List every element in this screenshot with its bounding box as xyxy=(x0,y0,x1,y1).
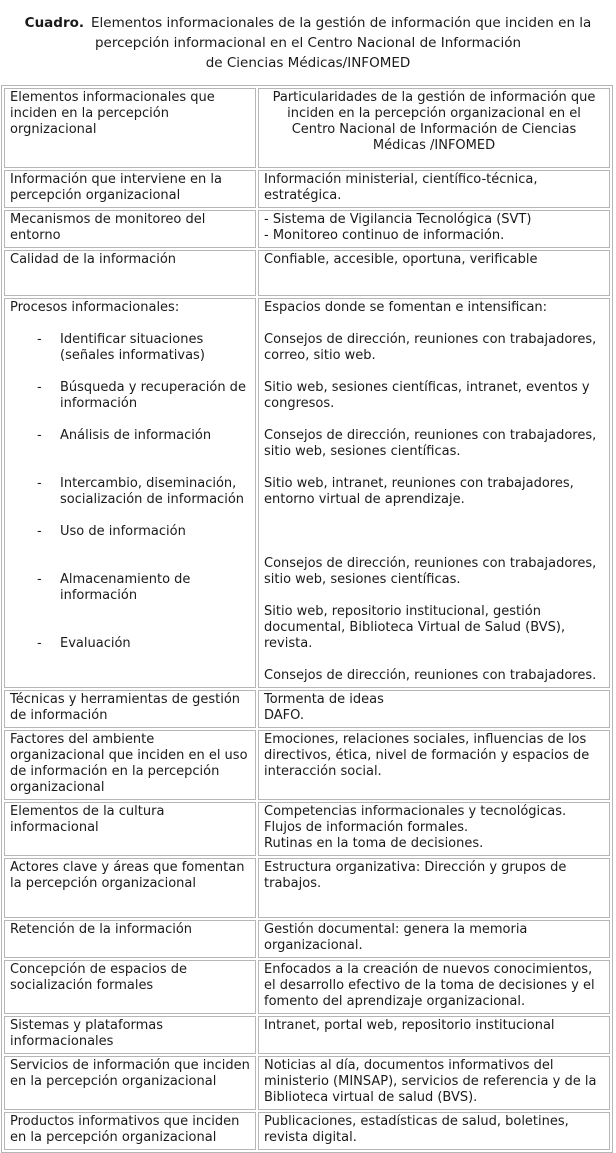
list-item-label: Uso de información xyxy=(60,524,186,539)
cell-text: Noticias al día, documentos informativos del ministerio (MINSAP), servicios de referencia y de la Biblioteca virtual de salud (BVS). xyxy=(264,1058,597,1105)
cell-text: - Monitoreo continuo de información. xyxy=(264,228,505,243)
list-item-label: Búsqueda y recuperación de información xyxy=(60,380,246,411)
caption-line xyxy=(10,13,606,33)
cell-text: Sitio web, sesiones científicas, intranet, eventos y congresos. xyxy=(264,380,590,411)
cell-text: Consejos de dirección, reuniones con trabajadores. xyxy=(264,668,597,683)
cell-text: Flujos de información formales. xyxy=(264,820,469,835)
cell-text: Intranet, portal web, repositorio institucional xyxy=(264,1018,555,1033)
cell-left xyxy=(4,210,256,248)
list-item xyxy=(10,476,250,508)
list-item-label: Evaluación xyxy=(60,636,131,651)
cell-text: Información ministerial, científico-técnica, estratégica. xyxy=(264,172,538,203)
cell-left xyxy=(4,802,256,856)
table-row xyxy=(4,1112,610,1150)
cell-text: DAFO. xyxy=(264,708,304,723)
caption-line: de Ciencias Médicas/INFOMED xyxy=(205,55,411,71)
table-row xyxy=(4,1016,610,1054)
table-row xyxy=(4,1056,610,1110)
cell-text: Información que interviene en la percepción organizacional xyxy=(10,172,222,203)
cell-text: Particularidades de la gestión de información que inciden en la percepción organizacional en el Centro Nacional de Información de Ciencias Médicas /INFOMED xyxy=(272,90,596,153)
cell-text: Servicios de información que inciden en la percepción organizacional xyxy=(10,1058,250,1089)
cell-left xyxy=(4,170,256,208)
cell-text: Consejos de dirección, reuniones con trabajadores, sitio web, sesiones científicas. xyxy=(264,428,597,459)
cell-text: Enfocados a la creación de nuevos conocimientos, el desarrollo efectivo de la toma de decisiones y el fomento del aprendizaje organizacional. xyxy=(264,962,595,1009)
cell-left xyxy=(4,730,256,800)
table-row xyxy=(4,960,610,1014)
dash-bullet-icon: - xyxy=(37,572,42,587)
cell-right xyxy=(258,1056,610,1110)
table-caption xyxy=(10,13,606,73)
caption-line: percepción informacional en el Centro Nacional de Información xyxy=(94,35,522,51)
cell-text: Actores clave y áreas que fomentan la percepción organizacional xyxy=(10,860,245,891)
cell-right xyxy=(258,170,610,208)
dash-bullet-icon: - xyxy=(37,428,42,443)
list-item xyxy=(10,572,250,604)
caption-label: Cuadro. xyxy=(24,15,85,31)
info-table xyxy=(1,85,613,1153)
header-row xyxy=(4,88,610,168)
cell-left xyxy=(4,1056,256,1110)
table-row xyxy=(4,858,610,918)
cell-text: Calidad de la información xyxy=(10,252,177,267)
dash-bullet-icon: - xyxy=(37,636,42,651)
cell-text: - Sistema de Vigilancia Tecnológica (SVT) xyxy=(264,212,532,227)
table-row xyxy=(4,920,610,958)
cell-text: Productos informativos que inciden en la percepción organizacional xyxy=(10,1114,240,1145)
cell-text: Confiable, accesible, oportuna, verificable xyxy=(264,252,538,267)
list-item xyxy=(10,380,250,412)
cell-text: Concepción de espacios de socialización formales xyxy=(10,962,187,993)
cell-right xyxy=(258,210,610,248)
list-item-label: Análisis de información xyxy=(60,428,212,443)
cell-right xyxy=(258,690,610,728)
dash-bullet-icon: - xyxy=(37,476,42,491)
cell-text: Técnicas y herramientas de gestión de información xyxy=(10,692,241,723)
table-row xyxy=(4,250,610,296)
cell-right xyxy=(258,250,610,296)
cell-text: Sistemas y plataformas informacionales xyxy=(10,1018,164,1049)
cell-left xyxy=(4,858,256,918)
list-item-label: Intercambio, diseminación, socialización de información xyxy=(60,476,245,507)
table-row xyxy=(4,730,610,800)
cell-right xyxy=(258,1016,610,1054)
table-row xyxy=(4,210,610,248)
cell-left xyxy=(4,960,256,1014)
table-row xyxy=(4,298,610,688)
cell-text: Elementos informacionales que inciden en la percepción orgnizacional xyxy=(10,90,215,137)
cell-left xyxy=(4,298,256,688)
list-item xyxy=(10,332,250,364)
list-item xyxy=(10,524,250,540)
cell-left xyxy=(4,1016,256,1054)
cell-text: Sitio web, intranet, reuniones con trabajadores, entorno virtual de aprendizaje. xyxy=(264,476,574,507)
cell-right xyxy=(258,802,610,856)
cell-left xyxy=(4,250,256,296)
cell-right xyxy=(258,298,610,688)
cell-text: Consejos de dirección, reuniones con trabajadores, correo, sitio web. xyxy=(264,332,597,363)
cell-right xyxy=(258,858,610,918)
cell-text: Consejos de dirección, reuniones con trabajadores, sitio web, sesiones científicas. xyxy=(264,556,597,587)
table-row xyxy=(4,690,610,728)
caption-text: Elementos informacionales de la gestión de información que inciden en la xyxy=(91,15,592,31)
cell-left xyxy=(4,920,256,958)
list-item xyxy=(10,428,250,444)
list-item-label: Identificar situaciones (señales informativas) xyxy=(60,332,205,363)
dash-bullet-icon: - xyxy=(37,380,42,395)
header-cell-right xyxy=(258,88,610,168)
cell-text: Estructura organizativa: Dirección y grupos de trabajos. xyxy=(264,860,567,891)
cell-text: Competencias informacionales y tecnológicas. xyxy=(264,804,567,819)
cell-text: Retención de la información xyxy=(10,922,193,937)
list-item-label: Almacenamiento de información xyxy=(60,572,191,603)
cell-text: Tormenta de ideas xyxy=(264,692,384,707)
info-table-body xyxy=(4,88,610,1150)
list-item xyxy=(10,636,250,652)
cell-text: Rutinas en la toma de decisiones. xyxy=(264,836,484,851)
cell-left xyxy=(4,1112,256,1150)
table-row xyxy=(4,170,610,208)
cell-right xyxy=(258,960,610,1014)
dash-bullet-icon: - xyxy=(37,332,42,347)
cell-text: Mecanismos de monitoreo del entorno xyxy=(10,212,206,243)
cell-text: Emociones, relaciones sociales, influencias de los directivos, ética, nivel de formación y espacios de interacción social. xyxy=(264,732,590,779)
dash-bullet-icon: - xyxy=(37,524,42,539)
cell-right xyxy=(258,730,610,800)
header-cell-left xyxy=(4,88,256,168)
cell-text: Publicaciones, estadísticas de salud, boletines, revista digital. xyxy=(264,1114,569,1145)
cell-text: Espacios donde se fomentan e intensifican: xyxy=(264,300,548,315)
cell-text: Factores del ambiente organizacional que inciden en el uso de información en la percepción organizacional xyxy=(10,732,248,795)
cell-left xyxy=(4,690,256,728)
cell-right xyxy=(258,1112,610,1150)
cell-text: Elementos de la cultura informacional xyxy=(10,804,165,835)
cell-right xyxy=(258,920,610,958)
table-row xyxy=(4,802,610,856)
cell-text: Sitio web, repositorio institucional, gestión documental, Biblioteca Virtual de Salud (BVS), revista. xyxy=(264,604,566,651)
cell-text: Gestión documental: genera la memoria organizacional. xyxy=(264,922,528,953)
cell-text: Procesos informacionales: xyxy=(10,300,180,315)
